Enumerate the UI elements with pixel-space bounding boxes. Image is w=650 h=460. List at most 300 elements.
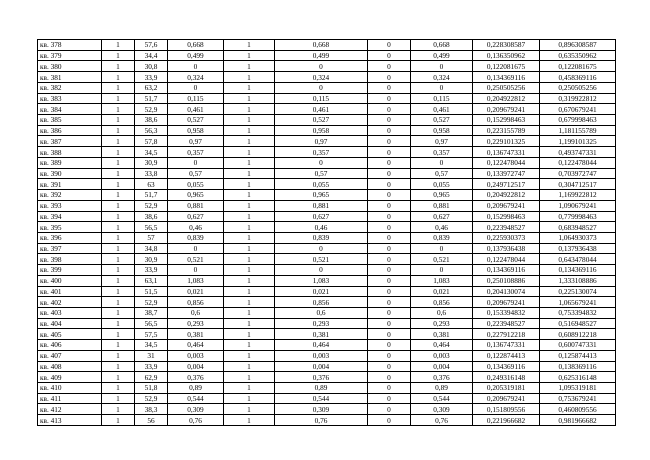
cell-count: 1 xyxy=(102,157,135,168)
table-row xyxy=(38,383,616,394)
cell-apartment: кв. 380 xyxy=(38,61,102,72)
cell-apartment: кв. 402 xyxy=(38,297,102,308)
cell-value-b: 0,46 xyxy=(275,222,368,233)
cell-area: 33,9 xyxy=(135,265,168,276)
cell-area: 33,8 xyxy=(135,168,168,179)
cell-value-c: 0,309 xyxy=(411,404,473,415)
cell-apartment: кв. 405 xyxy=(38,329,102,340)
table-row xyxy=(38,136,616,147)
table-row xyxy=(38,393,616,404)
cell-count: 1 xyxy=(102,125,135,136)
cell-value-c: 0,499 xyxy=(411,50,473,61)
cell-apartment: кв. 410 xyxy=(38,383,102,394)
cell-factor: 1 xyxy=(224,275,275,286)
cell-count: 1 xyxy=(102,93,135,104)
cell-value-c: 0,57 xyxy=(411,168,473,179)
cell-share: 0,152998463 xyxy=(473,115,540,126)
cell-area: 38,6 xyxy=(135,211,168,222)
cell-apartment: кв. 384 xyxy=(38,104,102,115)
cell-factor: 1 xyxy=(224,104,275,115)
cell-value-c: 0,115 xyxy=(411,93,473,104)
cell-share: 0,134369116 xyxy=(473,265,540,276)
cell-area: 63 xyxy=(135,179,168,190)
cell-apartment: кв. 398 xyxy=(38,254,102,265)
cell-share: 0,227912218 xyxy=(473,329,540,340)
cell-apartment: кв. 378 xyxy=(38,40,102,51)
cell-value-a: 0,309 xyxy=(168,404,224,415)
cell-count: 1 xyxy=(102,383,135,394)
cell-value-c: 0,958 xyxy=(411,125,473,136)
cell-total: 0,225130074 xyxy=(540,286,616,297)
cell-value-b: 0,499 xyxy=(275,50,368,61)
cell-value-b: 0 xyxy=(275,82,368,93)
cell-total: 0,670679241 xyxy=(540,104,616,115)
cell-share: 0,221966682 xyxy=(473,415,540,426)
table-row xyxy=(38,157,616,168)
cell-value-b: 0,324 xyxy=(275,72,368,83)
cell-share: 0,122478044 xyxy=(473,254,540,265)
cell-share: 0,134369116 xyxy=(473,72,540,83)
cell-apartment: кв. 388 xyxy=(38,147,102,158)
cell-zero-col: 0 xyxy=(368,415,411,426)
cell-value-c: 0,357 xyxy=(411,147,473,158)
cell-share: 0,133972747 xyxy=(473,168,540,179)
cell-factor: 1 xyxy=(224,404,275,415)
cell-value-b: 0,004 xyxy=(275,361,368,372)
table-row xyxy=(38,361,616,372)
cell-apartment: кв. 379 xyxy=(38,50,102,61)
cell-zero-col: 0 xyxy=(368,136,411,147)
table-row xyxy=(38,254,616,265)
cell-value-b: 0,021 xyxy=(275,286,368,297)
cell-apartment: кв. 394 xyxy=(38,211,102,222)
cell-total: 0,134369116 xyxy=(540,265,616,276)
cell-count: 1 xyxy=(102,243,135,254)
table-row xyxy=(38,104,616,115)
cell-value-a: 0,461 xyxy=(168,104,224,115)
cell-total: 0,981966682 xyxy=(540,415,616,426)
cell-zero-col: 0 xyxy=(368,340,411,351)
cell-factor: 1 xyxy=(224,61,275,72)
cell-zero-col: 0 xyxy=(368,265,411,276)
cell-area: 57,6 xyxy=(135,40,168,51)
cell-value-a: 0 xyxy=(168,265,224,276)
cell-area: 38,6 xyxy=(135,115,168,126)
cell-value-b: 0,309 xyxy=(275,404,368,415)
cell-value-b: 0,521 xyxy=(275,254,368,265)
cell-count: 1 xyxy=(102,82,135,93)
cell-share: 0,153394832 xyxy=(473,307,540,318)
cell-total: 0,460809556 xyxy=(540,404,616,415)
table-row xyxy=(38,265,616,276)
cell-zero-col: 0 xyxy=(368,179,411,190)
cell-value-b: 0,97 xyxy=(275,136,368,147)
cell-factor: 1 xyxy=(224,415,275,426)
cell-value-c: 0,381 xyxy=(411,329,473,340)
table-row xyxy=(38,372,616,383)
cell-area: 34,5 xyxy=(135,340,168,351)
cell-value-c: 0,965 xyxy=(411,190,473,201)
table-row xyxy=(38,297,616,308)
cell-value-c: 0 xyxy=(411,82,473,93)
cell-value-c: 0,293 xyxy=(411,318,473,329)
cell-value-b: 0,527 xyxy=(275,115,368,126)
cell-apartment: кв. 413 xyxy=(38,415,102,426)
cell-value-a: 0,544 xyxy=(168,393,224,404)
cell-area: 62,9 xyxy=(135,372,168,383)
cell-factor: 1 xyxy=(224,350,275,361)
cell-total: 0,122478044 xyxy=(540,157,616,168)
cell-value-b: 0,839 xyxy=(275,232,368,243)
cell-count: 1 xyxy=(102,190,135,201)
table-row xyxy=(38,168,616,179)
cell-factor: 1 xyxy=(224,147,275,158)
cell-value-a: 0,055 xyxy=(168,179,224,190)
cell-apartment: кв. 408 xyxy=(38,361,102,372)
cell-value-c: 0 xyxy=(411,157,473,168)
cell-total: 0,250505256 xyxy=(540,82,616,93)
cell-value-a: 0,958 xyxy=(168,125,224,136)
table-row xyxy=(38,82,616,93)
cell-total: 0,493747331 xyxy=(540,147,616,158)
cell-share: 0,250505256 xyxy=(473,82,540,93)
cell-share: 0,204130074 xyxy=(473,286,540,297)
cell-total: 0,896308587 xyxy=(540,40,616,51)
cell-total: 0,635350962 xyxy=(540,50,616,61)
table-row xyxy=(38,72,616,83)
cell-value-c: 1,083 xyxy=(411,275,473,286)
cell-apartment: кв. 385 xyxy=(38,115,102,126)
cell-total: 1,095319181 xyxy=(540,383,616,394)
cell-share: 0,223948527 xyxy=(473,318,540,329)
cell-count: 1 xyxy=(102,265,135,276)
table-row xyxy=(38,200,616,211)
cell-value-a: 0,003 xyxy=(168,350,224,361)
cell-value-c: 0,839 xyxy=(411,232,473,243)
cell-area: 52,9 xyxy=(135,200,168,211)
cell-area: 57,8 xyxy=(135,136,168,147)
cell-value-b: 0,003 xyxy=(275,350,368,361)
cell-count: 1 xyxy=(102,72,135,83)
cell-total: 0,643478044 xyxy=(540,254,616,265)
cell-value-c: 0 xyxy=(411,243,473,254)
cell-share: 0,152998463 xyxy=(473,211,540,222)
cell-value-a: 0,627 xyxy=(168,211,224,222)
cell-apartment: кв. 390 xyxy=(38,168,102,179)
cell-area: 63,2 xyxy=(135,82,168,93)
cell-value-c: 0,97 xyxy=(411,136,473,147)
cell-apartment: кв. 400 xyxy=(38,275,102,286)
cell-count: 1 xyxy=(102,222,135,233)
cell-zero-col: 0 xyxy=(368,361,411,372)
cell-count: 1 xyxy=(102,329,135,340)
cell-share: 0,209679241 xyxy=(473,297,540,308)
table-row xyxy=(38,340,616,351)
cell-area: 38,7 xyxy=(135,307,168,318)
cell-value-c: 0,461 xyxy=(411,104,473,115)
cell-value-c: 0 xyxy=(411,61,473,72)
table-row xyxy=(38,50,616,61)
cell-value-a: 0,376 xyxy=(168,372,224,383)
cell-share: 0,204922812 xyxy=(473,190,540,201)
cell-zero-col: 0 xyxy=(368,307,411,318)
cell-zero-col: 0 xyxy=(368,275,411,286)
cell-value-b: 0,76 xyxy=(275,415,368,426)
cell-total: 0,600747331 xyxy=(540,340,616,351)
cell-value-c: 0,856 xyxy=(411,297,473,308)
cell-factor: 1 xyxy=(224,393,275,404)
cell-zero-col: 0 xyxy=(368,40,411,51)
cell-area: 56,5 xyxy=(135,318,168,329)
cell-share: 0,137936438 xyxy=(473,243,540,254)
cell-factor: 1 xyxy=(224,72,275,83)
table-row xyxy=(38,179,616,190)
apartment-table-page xyxy=(37,39,616,426)
cell-zero-col: 0 xyxy=(368,318,411,329)
cell-total: 1,181155789 xyxy=(540,125,616,136)
cell-factor: 1 xyxy=(224,340,275,351)
cell-share: 0,136747331 xyxy=(473,147,540,158)
cell-zero-col: 0 xyxy=(368,383,411,394)
cell-value-c: 0,464 xyxy=(411,340,473,351)
cell-apartment: кв. 393 xyxy=(38,200,102,211)
cell-share: 0,205319181 xyxy=(473,383,540,394)
cell-total: 1,090679241 xyxy=(540,200,616,211)
cell-value-b: 0,357 xyxy=(275,147,368,158)
cell-area: 30,8 xyxy=(135,61,168,72)
cell-factor: 1 xyxy=(224,265,275,276)
cell-count: 1 xyxy=(102,61,135,72)
cell-count: 1 xyxy=(102,115,135,126)
cell-area: 31 xyxy=(135,350,168,361)
cell-zero-col: 0 xyxy=(368,211,411,222)
cell-value-c: 0 xyxy=(411,265,473,276)
table-row xyxy=(38,404,616,415)
table-row xyxy=(38,232,616,243)
cell-total: 1,169922812 xyxy=(540,190,616,201)
cell-zero-col: 0 xyxy=(368,372,411,383)
cell-share: 0,151809556 xyxy=(473,404,540,415)
cell-factor: 1 xyxy=(224,232,275,243)
cell-area: 56,3 xyxy=(135,125,168,136)
table-row xyxy=(38,329,616,340)
table-row xyxy=(38,125,616,136)
cell-value-a: 0,324 xyxy=(168,72,224,83)
cell-share: 0,122081675 xyxy=(473,61,540,72)
cell-value-b: 0 xyxy=(275,265,368,276)
cell-area: 51,7 xyxy=(135,93,168,104)
cell-total: 0,304712517 xyxy=(540,179,616,190)
cell-value-b: 0,461 xyxy=(275,104,368,115)
cell-factor: 1 xyxy=(224,157,275,168)
cell-zero-col: 0 xyxy=(368,393,411,404)
cell-factor: 1 xyxy=(224,200,275,211)
table-row xyxy=(38,222,616,233)
cell-zero-col: 0 xyxy=(368,329,411,340)
cell-factor: 1 xyxy=(224,211,275,222)
cell-value-a: 0,839 xyxy=(168,232,224,243)
cell-factor: 1 xyxy=(224,115,275,126)
cell-area: 52,9 xyxy=(135,393,168,404)
cell-share: 0,209679241 xyxy=(473,104,540,115)
cell-value-b: 0,856 xyxy=(275,297,368,308)
cell-area: 63,1 xyxy=(135,275,168,286)
cell-value-b: 1,083 xyxy=(275,275,368,286)
cell-value-b: 0,89 xyxy=(275,383,368,394)
cell-value-c: 0,376 xyxy=(411,372,473,383)
cell-zero-col: 0 xyxy=(368,222,411,233)
cell-factor: 1 xyxy=(224,254,275,265)
cell-factor: 1 xyxy=(224,82,275,93)
cell-total: 0,753394832 xyxy=(540,307,616,318)
cell-count: 1 xyxy=(102,179,135,190)
table-body xyxy=(38,40,616,426)
cell-zero-col: 0 xyxy=(368,93,411,104)
cell-share: 0,250108886 xyxy=(473,275,540,286)
cell-value-a: 0,381 xyxy=(168,329,224,340)
cell-area: 57,5 xyxy=(135,329,168,340)
cell-value-a: 0,464 xyxy=(168,340,224,351)
cell-count: 1 xyxy=(102,350,135,361)
cell-value-b: 0,544 xyxy=(275,393,368,404)
cell-count: 1 xyxy=(102,404,135,415)
cell-factor: 1 xyxy=(224,50,275,61)
table-row xyxy=(38,243,616,254)
cell-value-b: 0,881 xyxy=(275,200,368,211)
cell-count: 1 xyxy=(102,211,135,222)
cell-factor: 1 xyxy=(224,179,275,190)
cell-total: 0,779998463 xyxy=(540,211,616,222)
cell-value-c: 0,521 xyxy=(411,254,473,265)
cell-zero-col: 0 xyxy=(368,125,411,136)
cell-apartment: кв. 383 xyxy=(38,93,102,104)
cell-factor: 1 xyxy=(224,40,275,51)
cell-zero-col: 0 xyxy=(368,350,411,361)
cell-apartment: кв. 412 xyxy=(38,404,102,415)
cell-factor: 1 xyxy=(224,318,275,329)
cell-total: 1,064930373 xyxy=(540,232,616,243)
cell-count: 1 xyxy=(102,104,135,115)
cell-apartment: кв. 381 xyxy=(38,72,102,83)
cell-apartment: кв. 406 xyxy=(38,340,102,351)
cell-value-c: 0,46 xyxy=(411,222,473,233)
cell-value-c: 0,004 xyxy=(411,361,473,372)
cell-value-a: 0,668 xyxy=(168,40,224,51)
cell-zero-col: 0 xyxy=(368,404,411,415)
cell-value-a: 1,083 xyxy=(168,275,224,286)
cell-factor: 1 xyxy=(224,243,275,254)
cell-area: 56 xyxy=(135,415,168,426)
cell-value-b: 0,6 xyxy=(275,307,368,318)
cell-value-b: 0,958 xyxy=(275,125,368,136)
cell-total: 0,703972747 xyxy=(540,168,616,179)
cell-factor: 1 xyxy=(224,93,275,104)
cell-total: 0,753679241 xyxy=(540,393,616,404)
cell-zero-col: 0 xyxy=(368,254,411,265)
cell-value-a: 0,856 xyxy=(168,297,224,308)
cell-zero-col: 0 xyxy=(368,50,411,61)
cell-area: 52,9 xyxy=(135,297,168,308)
cell-value-a: 0,115 xyxy=(168,93,224,104)
cell-count: 1 xyxy=(102,415,135,426)
cell-value-c: 0,003 xyxy=(411,350,473,361)
cell-value-b: 0,115 xyxy=(275,93,368,104)
cell-count: 1 xyxy=(102,200,135,211)
table-row xyxy=(38,147,616,158)
cell-total: 0,122081675 xyxy=(540,61,616,72)
cell-apartment: кв. 382 xyxy=(38,82,102,93)
cell-share: 0,225930373 xyxy=(473,232,540,243)
cell-count: 1 xyxy=(102,361,135,372)
cell-count: 1 xyxy=(102,254,135,265)
cell-value-a: 0,965 xyxy=(168,190,224,201)
cell-apartment: кв. 387 xyxy=(38,136,102,147)
cell-area: 30,9 xyxy=(135,157,168,168)
cell-factor: 1 xyxy=(224,383,275,394)
cell-zero-col: 0 xyxy=(368,297,411,308)
cell-value-c: 0,627 xyxy=(411,211,473,222)
cell-factor: 1 xyxy=(224,125,275,136)
cell-share: 0,209679241 xyxy=(473,200,540,211)
cell-value-b: 0,57 xyxy=(275,168,368,179)
cell-share: 0,204922812 xyxy=(473,93,540,104)
table-row xyxy=(38,350,616,361)
cell-value-b: 0,055 xyxy=(275,179,368,190)
cell-count: 1 xyxy=(102,286,135,297)
cell-apartment: кв. 397 xyxy=(38,243,102,254)
cell-value-b: 0,965 xyxy=(275,190,368,201)
table-row xyxy=(38,40,616,51)
cell-area: 33,9 xyxy=(135,361,168,372)
cell-value-a: 0,6 xyxy=(168,307,224,318)
cell-total: 0,625316148 xyxy=(540,372,616,383)
table-row xyxy=(38,211,616,222)
cell-total: 0,137936438 xyxy=(540,243,616,254)
cell-share: 0,122478044 xyxy=(473,157,540,168)
cell-apartment: кв. 389 xyxy=(38,157,102,168)
cell-factor: 1 xyxy=(224,168,275,179)
cell-area: 33,9 xyxy=(135,72,168,83)
cell-apartment: кв. 386 xyxy=(38,125,102,136)
cell-share: 0,228308587 xyxy=(473,40,540,51)
cell-area: 51,5 xyxy=(135,286,168,297)
cell-value-a: 0,021 xyxy=(168,286,224,297)
cell-zero-col: 0 xyxy=(368,115,411,126)
cell-value-c: 0,668 xyxy=(411,40,473,51)
table-row xyxy=(38,190,616,201)
cell-value-a: 0,357 xyxy=(168,147,224,158)
cell-total: 1,065679241 xyxy=(540,297,616,308)
cell-apartment: кв. 411 xyxy=(38,393,102,404)
cell-zero-col: 0 xyxy=(368,286,411,297)
cell-share: 0,209679241 xyxy=(473,393,540,404)
cell-count: 1 xyxy=(102,307,135,318)
cell-value-a: 0,293 xyxy=(168,318,224,329)
cell-value-b: 0,381 xyxy=(275,329,368,340)
cell-share: 0,134369116 xyxy=(473,361,540,372)
cell-share: 0,249712517 xyxy=(473,179,540,190)
cell-area: 34,4 xyxy=(135,50,168,61)
cell-value-b: 0,464 xyxy=(275,340,368,351)
cell-total: 0,458369116 xyxy=(540,72,616,83)
cell-apartment: кв. 395 xyxy=(38,222,102,233)
apartment-table xyxy=(37,39,616,426)
cell-count: 1 xyxy=(102,232,135,243)
table-row xyxy=(38,275,616,286)
cell-value-c: 0,544 xyxy=(411,393,473,404)
cell-factor: 1 xyxy=(224,286,275,297)
cell-value-c: 0,89 xyxy=(411,383,473,394)
